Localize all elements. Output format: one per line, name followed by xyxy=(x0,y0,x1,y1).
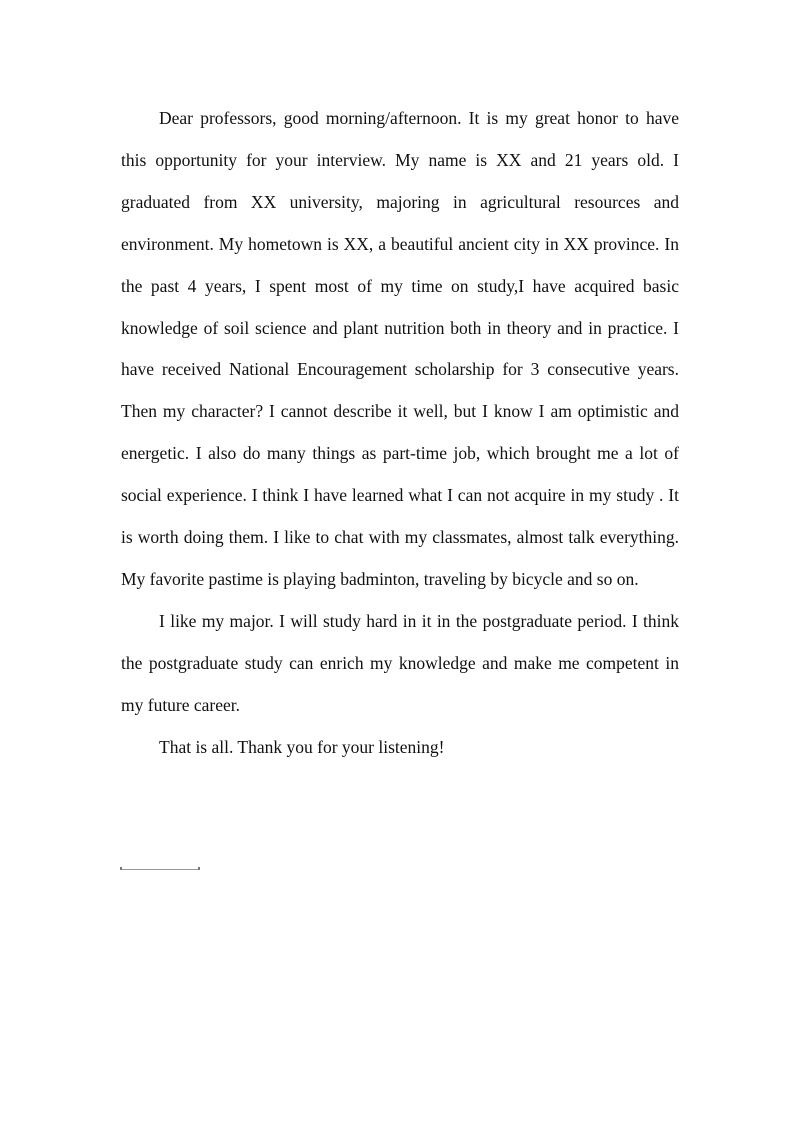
document-body xyxy=(121,98,679,769)
footnote-separator-left-mark xyxy=(120,867,122,870)
footnote-separator-line xyxy=(121,869,199,870)
paragraph-introduction: Dear professors, good morning/afternoon. It is my great honor to have this opportunity for your interview. My name is XX and 21 years old. I graduated from XX university, majoring in agricultural resources and environment. My hometown is XX, a beautiful ancient city in XX province. In the past 4 years, I spent most of my time on study,I have acquired basic knowledge of soil science and plant nutrition both in theory and in practice. I have received National Encouragement scholarship for 3 consecutive years. Then my character? I cannot describe it well, but I know I am optimistic and energetic. I also do many things as part-time job, which brought me a lot of social experience. I think I have learned what I can not acquire in my study . It is worth doing them. I like to chat with my classmates, almost talk everything. My favorite pastime is playing badminton, traveling by bicycle and so on. xyxy=(121,108,679,589)
footnote-separator-right-mark xyxy=(198,867,200,870)
paragraph-closing: That is all. Thank you for your listening! xyxy=(159,736,445,757)
paragraph-major: I like my major. I will study hard in it in the postgraduate period. I think the postgraduate study can enrich my knowledge and make me competent in my future career. xyxy=(121,610,679,715)
